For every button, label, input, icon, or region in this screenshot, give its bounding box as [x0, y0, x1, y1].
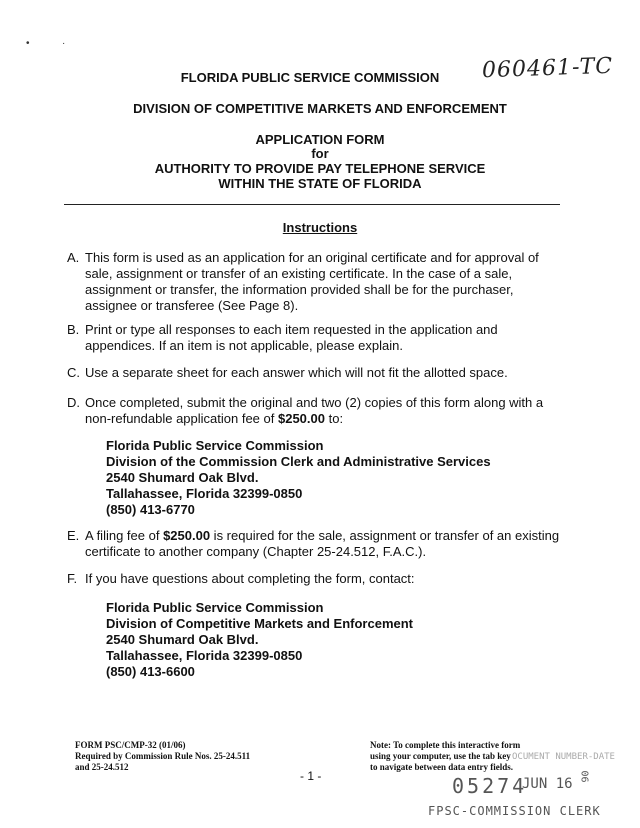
- note-line: using your computer, use the tab key: [370, 751, 511, 761]
- address-org: Florida Public Service Commission: [106, 600, 324, 615]
- scan-speck: •: [26, 38, 30, 49]
- handwritten-docket-number: 060461-TC: [481, 53, 614, 84]
- agency-title: FLORIDA PUBLIC SERVICE COMMISSION: [180, 70, 440, 85]
- scan-speck: ·: [62, 38, 66, 49]
- form-number: FORM PSC/CMP-32 (01/06): [75, 740, 186, 750]
- note-line: Note: To complete this interactive form: [370, 740, 521, 750]
- item-text: Once completed, submit the original and two (2) copies of this form along with a non-refundable application fee of $250.00 to:: [85, 395, 544, 426]
- item-letter: C.: [67, 365, 80, 380]
- clerk-stamp: FPSC-COMMISSION CLERK: [428, 804, 601, 818]
- instruction-d: [67, 395, 567, 427]
- form-title-for: for: [311, 146, 329, 161]
- address-city: Tallahassee, Florida 32399-0850: [106, 486, 303, 501]
- interactive-form-note: [370, 740, 520, 773]
- cmp-address-block: [106, 600, 413, 680]
- instructions-heading: Instructions: [282, 220, 358, 235]
- form-subtitle: AUTHORITY TO PROVIDE PAY TELEPHONE SERVICE: [154, 161, 486, 176]
- item-letter: B.: [67, 322, 80, 337]
- item-letter: A.: [67, 250, 80, 265]
- instruction-f: [67, 571, 567, 587]
- item-text: A filing fee of $250.00 is required for the sale, assignment or transfer of an existing certificate to another company (Chapter 25-24.512, F.A.C.).: [85, 528, 560, 559]
- item-letter: F.: [67, 571, 78, 586]
- stamp-year: 06: [578, 770, 590, 783]
- item-letter: E.: [67, 528, 80, 543]
- item-text: Print or type all responses to each item requested in the application and appendices. If an item is not applicable, please explain.: [85, 322, 498, 353]
- form-title: APPLICATION FORM: [255, 132, 385, 147]
- application-fee: $250.00: [277, 411, 325, 426]
- stamp-faint-label: OCUMENT NUMBER-DATE: [512, 752, 615, 762]
- address-division: Division of the Commission Clerk and Administrative Services: [106, 454, 491, 469]
- rule-reference-cont: and 25-24.512: [75, 762, 129, 772]
- document-number-stamp: 05274: [452, 774, 528, 798]
- page-number: - 1 -: [300, 769, 322, 783]
- instruction-a: [67, 250, 567, 314]
- stamp-date: JUN 16: [522, 776, 573, 792]
- instruction-e: [67, 528, 567, 560]
- item-text: Use a separate sheet for each answer which will not fit the allotted space.: [85, 365, 508, 380]
- item-letter: D.: [67, 395, 80, 410]
- header-divider: [64, 204, 560, 205]
- address-org: Florida Public Service Commission: [106, 438, 324, 453]
- rule-reference: Required by Commission Rule Nos. 25-24.511: [75, 751, 251, 761]
- filing-fee: $250.00: [163, 528, 211, 543]
- item-text: If you have questions about completing the form, contact:: [85, 571, 415, 586]
- address-division: Division of Competitive Markets and Enforcement: [106, 616, 414, 631]
- item-text: This form is used as an application for an original certificate and for approval of sale, assignment or transfer of an existing certificate. In the case of a sale, assignment or transfer, the information provided shall be for the purchaser, assignee or transferee (See Page 8).: [85, 250, 539, 313]
- clerk-address-block: [106, 438, 491, 518]
- division-title: DIVISION OF COMPETITIVE MARKETS AND ENFORCEMENT: [133, 101, 507, 116]
- form-subtitle-state: WITHIN THE STATE OF FLORIDA: [218, 176, 422, 191]
- address-phone: (850) 413-6600: [106, 664, 195, 679]
- instruction-c: [67, 365, 567, 381]
- address-city: Tallahassee, Florida 32399-0850: [106, 648, 303, 663]
- note-line: to navigate between data entry fields.: [370, 762, 513, 772]
- form-number-footer: [75, 740, 250, 773]
- address-street: 2540 Shumard Oak Blvd.: [106, 470, 259, 485]
- address-street: 2540 Shumard Oak Blvd.: [106, 632, 259, 647]
- address-phone: (850) 413-6770: [106, 502, 195, 517]
- instruction-b: [67, 322, 567, 354]
